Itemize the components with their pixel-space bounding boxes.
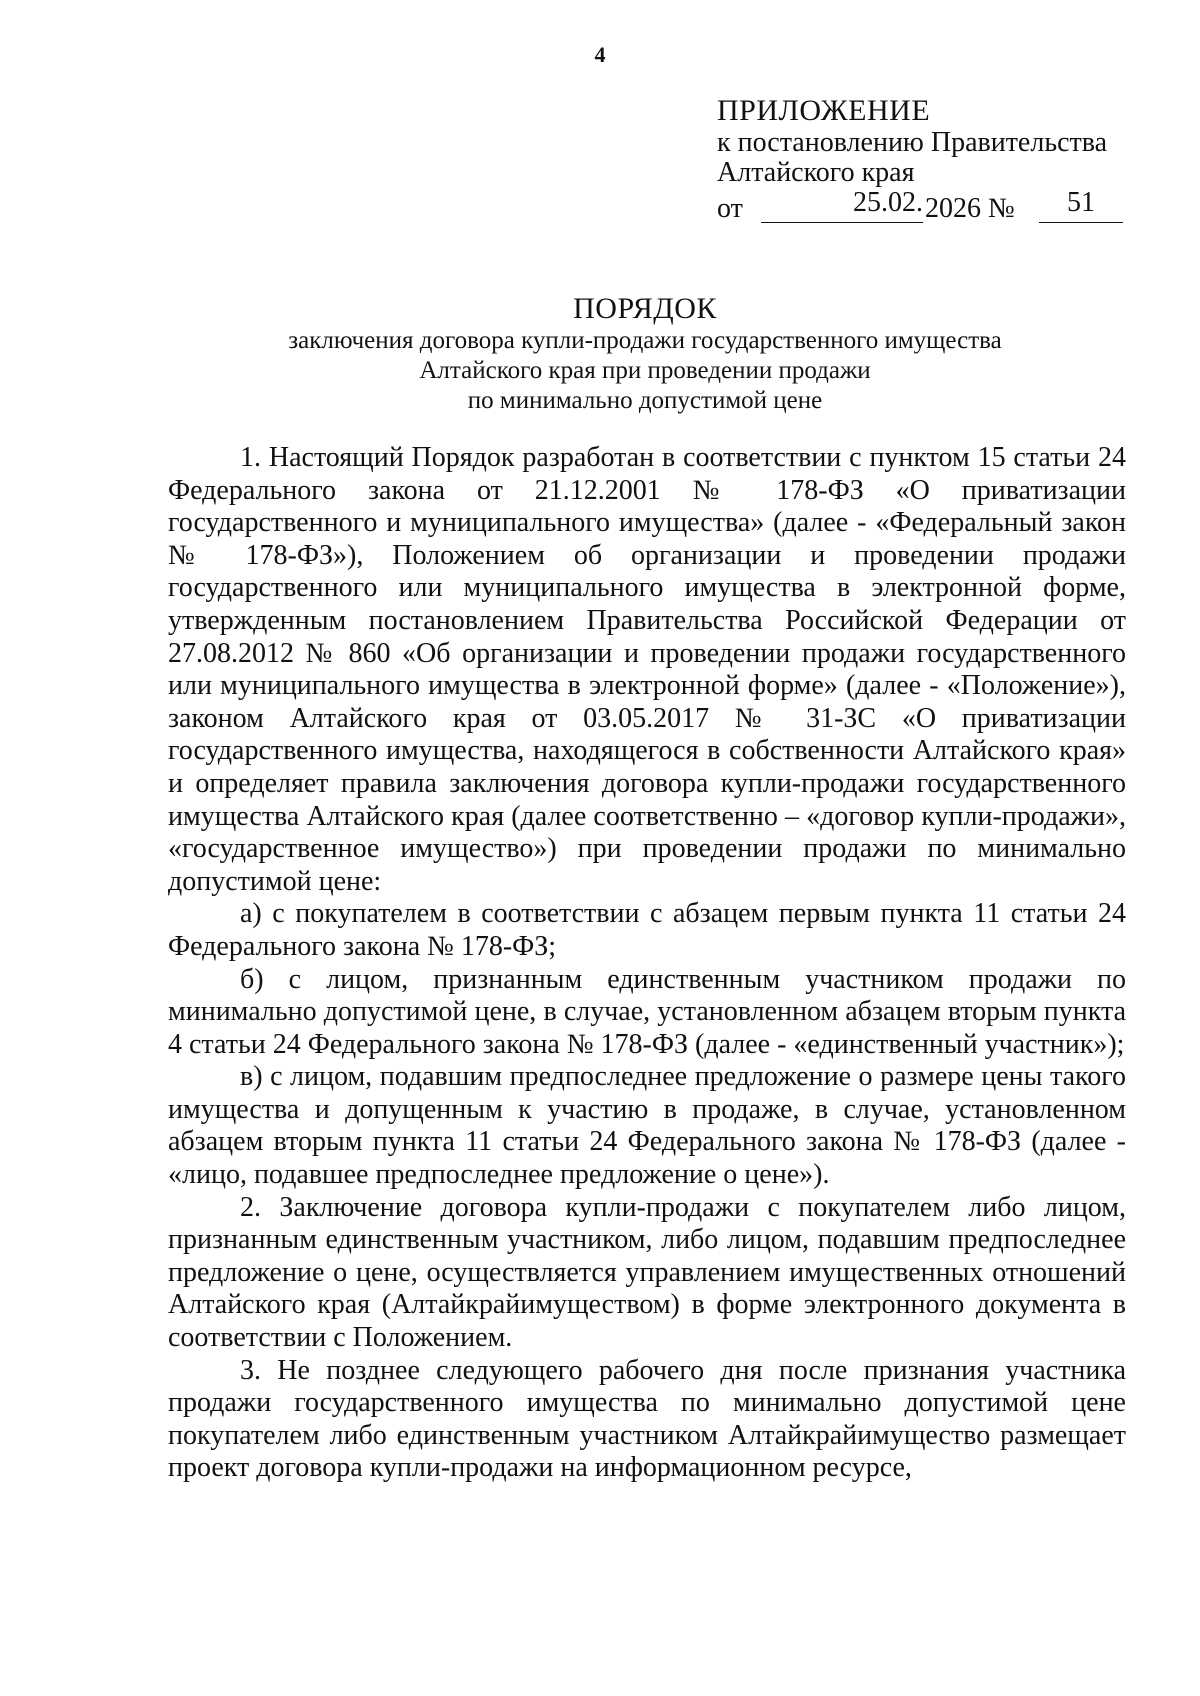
document-title-block [0,292,1200,416]
resolution-number: 51 [1039,188,1123,223]
resolution-date: 25.02. [761,188,923,223]
appendix-region-line: Алтайского края [717,157,915,188]
paragraph-3: 3. Не позднее следующего рабочего дня после признания участника продажи государственного имущества по минимально допустимой цене покупателем либо единственным участником Алтайкрайимущество размещает проект договора купли-продажи на информационном ресурсе, [168,1354,1126,1484]
document-title: ПОРЯДОК [573,292,717,325]
paragraph-1b: б) с лицом, признанным единственным участником продажи по минимально допустимой цене, в случае, установленном абзацем вторым пункта 4 статьи 24 Федерального закона № 178-ФЗ (далее - «единственный участник»); [168,963,1126,1060]
paragraph-1v: в) с лицом, подавшим предпоследнее предложение о размере цены такого имущества и допущенным к участию в продаже, в случае, установленном абзацем вторым пункта 11 статьи 24 Федерального закона № 178-ФЗ (далее - «лицо, подавшее предпоследнее предложение о цене»). [168,1061,1126,1191]
appendix-title: ПРИЛОЖЕНИЕ [717,94,931,127]
paragraph-1a: а) с покупателем в соответствии с абзацем первым пункта 11 статьи 24 Федерального закона № 178-ФЗ; [168,898,1126,962]
paragraph-1: 1. Настоящий Порядок разработан в соответствии с пунктом 15 статьи 24 Федерального закона от 21.12.2001 № 178-ФЗ «О приватизации государственного и муниципального имущества» (далее - «Федеральный закон № 178-ФЗ»), Положением об организации и проведении продажи государственного или муниципального имущества в электронной форме, утвержденным постановлением Правительства Российской Федерации от 27.08.2012 № 860 «Об организации и проведении продажи государственного или муниципального имущества в электронной форме» (далее - «Положение»), законом Алтайского края от 03.05.2017 № 31-ЗС «О приватизации государственного имущества, находящегося в собственности Алтайского края» и определяет правила заключения договора купли-продажи государственного имущества Алтайского края (далее соответственно – «договор купли-продажи», «государственное имущество») при проведении продажи по минимально допустимой цене: [168,442,1126,897]
appendix-date-row [717,188,1137,224]
date-prefix: от [717,193,743,224]
appendix-block [717,94,1137,224]
document-subtitle-line-3: по минимально допустимой цене [467,387,823,414]
paragraph-2: 2. Заключение договора купли-продажи с покупателем либо лицом, признанным единственным участником, либо лицом, подавшим предпоследнее предложение о цене, осуществляется управлением имущественных отношений Алтайского края (Алтайкрайимуществом) в форме электронного документа в соответствии с Положением. [168,1191,1126,1354]
page-number: 4 [594,42,606,67]
resolution-year-label: 2026 № [925,193,1015,224]
document-subtitle-line-2: Алтайского края при проведении продажи [419,357,871,384]
appendix-resolution-line: к постановлению Правительства [717,127,1108,158]
document-subtitle-line-1: заключения договора купли-продажи государственного имущества [288,327,1002,354]
document-body [168,442,1126,1485]
